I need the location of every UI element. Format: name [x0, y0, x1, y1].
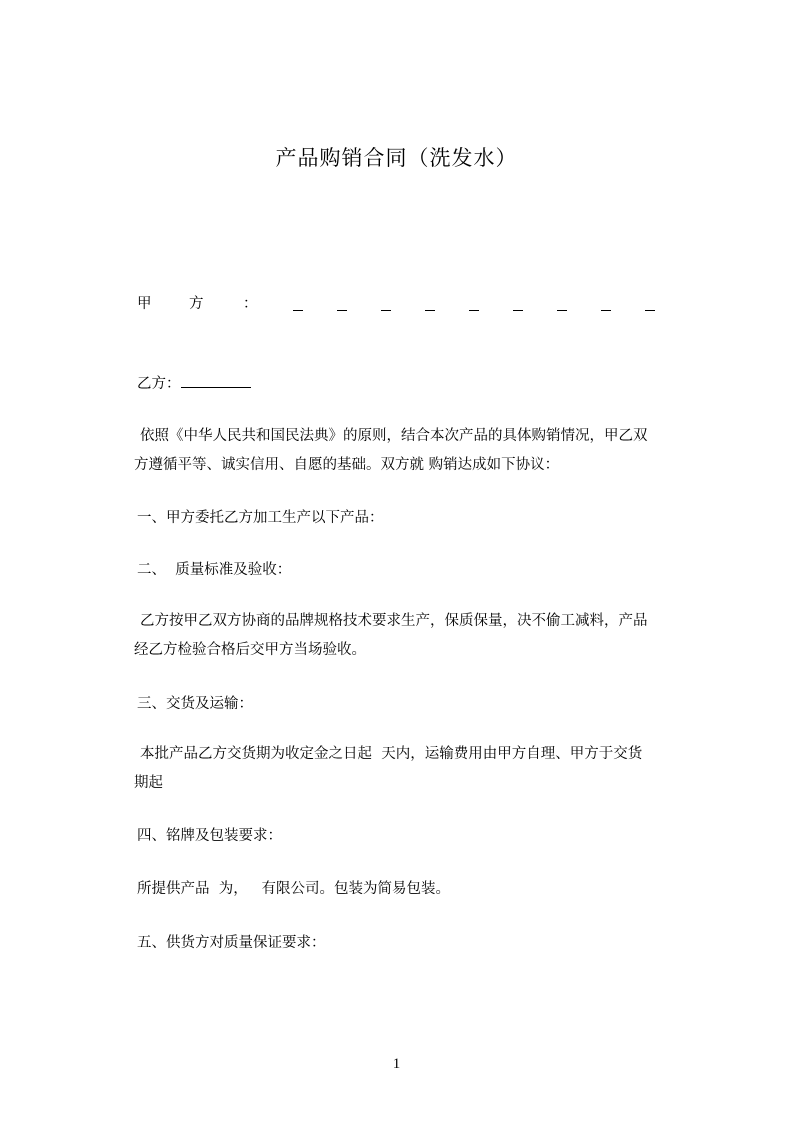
section-5-heading: 五、供货方对质量保证要求： [137, 935, 326, 951]
intro-paragraph [134, 422, 702, 480]
section-3-line-2: 期起 [134, 775, 163, 791]
document-title: 产品购销合同（洗发水） [275, 146, 518, 170]
party-a-colon: ： [243, 296, 258, 312]
section-4-heading: 四、铭牌及包装要求： [137, 828, 282, 844]
section-2-heading: 二、 质量标准及验收： [137, 562, 292, 578]
section-2-line-1: 乙方按甲乙双方协商的品牌规格技术要求生产，保质保量，决不偷工减料，产品 [140, 613, 648, 629]
party-b-label: 乙方： [137, 376, 181, 392]
section-2-body [134, 607, 702, 665]
party-a-blank-field [293, 300, 689, 311]
section-4-body: 所提供产品 为， 有限公司。包装为简易包装。 [137, 881, 451, 897]
section-2-line-2: 经乙方检验合格后交甲方当场验收。 [134, 642, 366, 658]
section-3-line-1: 本批产品乙方交货期为收定金之日起 天内，运输费用由甲方自理、甲方于交货 [140, 746, 643, 762]
page-number: 1 [392, 1056, 401, 1072]
section-3-heading: 三、交货及运输： [137, 696, 253, 712]
intro-line-2: 方遵循平等、诚实信用、自愿的基础。双方就 购销达成如下协议： [134, 457, 560, 473]
section-1-heading: 一、甲方委托乙方加工生产以下产品： [137, 510, 384, 526]
party-a-line [137, 292, 689, 313]
party-b-blank-field [181, 373, 251, 388]
party-a-char1: 甲 [137, 296, 152, 312]
party-b-line [137, 372, 251, 393]
section-3-body [134, 740, 702, 798]
party-a-char2: 方 [189, 296, 204, 312]
intro-line-1: 依照《中华人民共和国民法典》的原则，结合本次产品的具体购销情况，甲乙双 [140, 428, 648, 444]
